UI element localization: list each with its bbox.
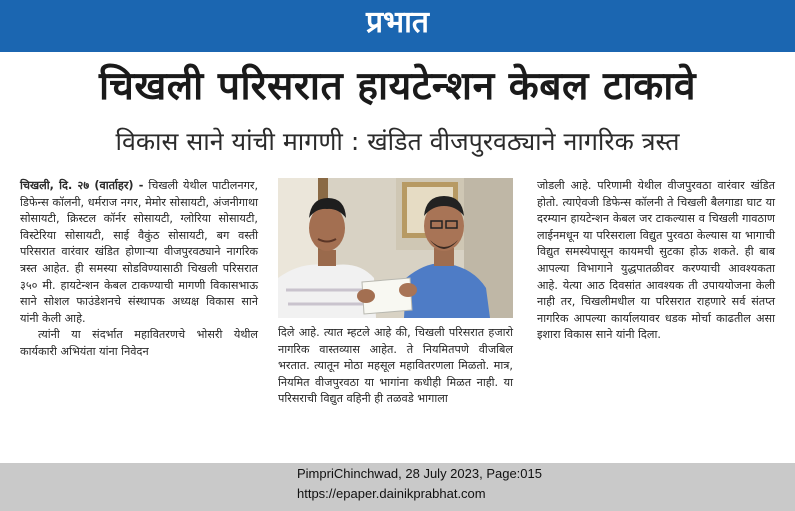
article-dateline: चिखली, दि. २७ (वार्ताहर) - <box>20 179 144 192</box>
edition-info: PimpriChinchwad, 28 July 2023, Page:015 <box>297 466 542 481</box>
newspaper-logo: प्रभात <box>365 5 430 40</box>
article-subheadline: विकास साने यांची मागणी : खंडित वीजपुरवठ्याने नागरिक त्रस्त <box>115 127 680 156</box>
column-3-paragraph: जोडली आहे. परिणामी येथील वीजपुरवठा वारंवार खंडित होतो. त्याऐवजी डिफेन्स कॉलनी ते चिखली बैलगाडा घाट या दरम्यान हायटेन्शन केबल जर टाकल्यास व चिखली गावठाण लाईनमधून या परिसराला विद्युत पुरवठा केल्यास या भागाची विद्युत समस्येपासून कायमची सुटका होऊ शकते. ही बाब आपल्या विभागाने युद्धपातळीवर करण्याची आवश्यकता आहे. येत्या आठ दिवसांत आवश्यक ती उपाययोजना केली नाही तर, चिखलीमधील या परिसरात राहणारे सर्व संतप्त नागरिक आपल्या कार्यालयावर धडक मोर्चा काढतील असा इशारा विकास साने यांनी दिला. <box>537 179 775 342</box>
article-column-1 <box>20 178 258 361</box>
column-1-paragraph-1: चिखली येथील पाटीलनगर, डिफेन्स कॉलनी, धर्मराज नगर, मेमोर सोसायटी, अंजनीगाथा सोसायटी, क्रिस्टल कॉर्नर सोसायटी, ग्लोरिया सोसायटी, विस्टेरिया सोसायटी, साई वैकुंठ सोसायटी, बग वस्ती परिसरात वारंवार खंडित होणाऱ्या वीजपुरवठ्याने नागरिक त्रस्त आहेत. ही समस्या सोडविण्यासाठी चिखली परिसरात ३५० मी. हायटेन्शन केबल टाकण्याची मागणी विकासभाऊ साने सोशल फाउंडेशनचे संस्थापक अध्यक्ष विकास साने यांनी केली आहे. <box>20 179 259 325</box>
article-column-3 <box>537 178 775 344</box>
article-headline: चिखली परिसरात हायटेन्शन केबल टाकावे <box>98 64 697 109</box>
column-2-paragraph: दिले आहे. त्यात म्हटले आहे की, चिखली परिसरात हजारो नागरिक वास्तव्यास आहेत. ते नियमितपणे वीजबिल भरतात. त्यातून मोठा महसूल महावितरणला मिळतो. मात्र, नियमित वीजपुरवठा या भागांना कधीही मिळत नाही. या परिसराची विद्युत वहिनी ही तळवडे भागाला <box>278 326 513 406</box>
news-photo <box>278 178 513 318</box>
photo-illustration <box>278 178 513 318</box>
epaper-url[interactable]: https://epaper.dainikprabhat.com <box>297 486 486 501</box>
column-1-paragraph-2: त्यांनी या संदर्भात महावितरणचे भोसरी येथील कार्यकारी अभियंता यांना निवेदन <box>20 328 258 358</box>
article-column-2 <box>278 325 513 408</box>
